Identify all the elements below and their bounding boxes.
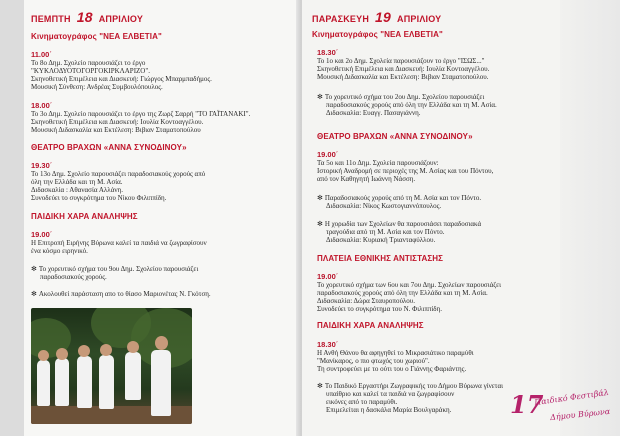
event-line: Μουσική Διδασκαλία και Εκτέλεση: Βιβιαν Σταματοπούλου — [31, 126, 201, 134]
event-line: Συνοδεύει το συγκρότημα του Ν. Φιλιππίδη. — [317, 305, 442, 313]
event-line: Σκηνοθετική Επιμέλεια και Διασκευή: Ιουλία Κοντοαγγέλου. — [31, 118, 204, 126]
event-line: Μουσική Σύνθεση: Ανδρέας Συμβουλόπουλος. — [31, 83, 163, 91]
signature-line: Παιδικό Φεστιβάλ — [533, 387, 610, 408]
event-time: 19.00΄ — [317, 272, 339, 281]
event-line: Η Ανθή Θάνου θα αφηγηθεί το Μικρασιάτικο παραμύθι — [317, 349, 474, 357]
event-line: Το 3ο Δημ. Σχολείο παρουσιάζει το έργο της Ζωρζ Σαρρή "ΤΟ ΓΑΪΤΑΝΑΚΙ". — [31, 110, 251, 118]
event-line: Το 1ο και 2ο Δημ. Σχολεία παρουσιάζουν το έργο "ΙΣΩΣ..." — [317, 57, 485, 65]
event-time: 18.00΄ — [31, 101, 53, 110]
event-block — [317, 150, 493, 183]
signature-line: Δήμου Βύρωνα — [549, 406, 611, 423]
month-label: ΑΠΡΙΛΙΟΥ — [397, 14, 442, 24]
venue-heading: Κινηματογράφος "ΝΕΑ ΕΛΒΕΤΙΑ" — [312, 30, 443, 39]
venue-heading: Κινηματογράφος "ΝΕΑ ΕΛΒΕΤΙΑ" — [31, 32, 162, 41]
event-line: Μουσική Διδασκαλία και Εκτέλεση: Βιβιαν Σταματοπούλου. — [317, 73, 489, 81]
event-line: Συνοδεύει το συγκρότημα του Νίκου Φιλιππίδη. — [31, 194, 167, 202]
bullet-item: ✻ Το χορευτικό σχήμα του 9ου Δημ. Σχολείου παρουσιάζει παραδοσιακούς χορούς. — [31, 265, 199, 281]
event-line: Τη συντροφεύει με το ούτι του ο Γιάννης Φαριάντης. — [317, 365, 467, 373]
event-block — [31, 161, 205, 202]
venue-heading: ΘΕΑΤΡΟ ΒΡΑΧΩΝ «ΑΝΝΑ ΣΥΝΟΔΙΝΟΥ» — [31, 143, 187, 152]
event-line: Το 8ο Δημ. Σχολείο παρουσιάζει το έργο — [31, 59, 146, 67]
event-block — [317, 48, 489, 81]
day-number: 19 — [375, 9, 392, 25]
event-time: 18.30΄ — [317, 340, 339, 349]
month-label: ΑΠΡΙΛΙΟΥ — [98, 14, 144, 24]
asterisk-icon: ✻ — [317, 194, 323, 202]
page-edge — [0, 0, 24, 436]
festival-signature — [510, 387, 611, 430]
event-time: 11.00΄ — [31, 50, 52, 59]
event-block — [31, 101, 250, 134]
event-line: "Μανίκαρος, ο πιο φτωχός του χωριού". — [317, 357, 430, 365]
day-heading-thursday — [31, 9, 143, 27]
left-page — [0, 0, 300, 436]
asterisk-icon: ✻ — [317, 220, 323, 228]
venue-heading: ΠΑΙΔΙΚΗ ΧΑΡΑ ΑΝΑΛΗΨΗΣ — [317, 321, 424, 330]
event-line: όλη την Ελλάδα και τη Μ. Ασία. — [31, 178, 123, 186]
asterisk-icon: ✻ — [317, 93, 323, 101]
venue-heading: ΠΑΙΔΙΚΗ ΧΑΡΑ ΑΝΑΛΗΨΗΣ — [31, 212, 138, 221]
event-line: παραδοσιακούς χορούς από όλη την Ελλάδα και τη Μ. Ασία. — [317, 289, 488, 297]
event-line: Το χορευτικό σχήμα των 6ου και 7ου Δημ. Σχολείων παρουσιάζει — [317, 281, 501, 289]
event-line: Τα 5ο και 11ο Δημ. Σχολεία παρουσιάζουν: — [317, 159, 439, 167]
event-time: 18.30΄ — [317, 48, 339, 57]
children-performance-photo — [31, 308, 192, 424]
event-line: Η Επιτροπή Ειρήνης Βύρωνα καλεί τα παιδιά να ζωγραφίσουν — [31, 239, 207, 247]
day-label: ΠΕΜΠΤΗ — [31, 14, 71, 24]
event-line: ένα κόσμο ειρηνικό. — [31, 247, 88, 255]
event-line: Σκηνοθετική Επιμέλεια και Διασκευή: Γιώργος Μπαρμπαδήμος. — [31, 75, 212, 83]
right-page — [302, 0, 620, 436]
signature-number: 17 — [510, 390, 544, 419]
event-line: Ιστορική Αναδρομή σε περιοχές της Μ. Ασίας και του Πόντου, — [317, 167, 494, 175]
event-time: 19.30΄ — [31, 161, 53, 170]
bullet-item: ✻ Η χορωδία των Σχολείων θα παρουσιάσει παραδοσιακά τραγούδια από τη Μ. Ασία και τον Πόντο. Διδασκαλία: Κυριακή Τριανταφύλλου. — [317, 220, 482, 244]
asterisk-icon: ✻ — [31, 290, 37, 298]
venue-heading: ΘΕΑΤΡΟ ΒΡΑΧΩΝ «ΑΝΝΑ ΣΥΝΟΔΙΝΟΥ» — [317, 132, 473, 141]
event-block — [31, 50, 212, 91]
asterisk-icon: ✻ — [31, 265, 37, 273]
bullet-item: ✻ Ακολουθεί παράσταση απο το θίασο Μαριονέτας Ν. Γκότση. — [31, 290, 211, 298]
event-block — [317, 340, 474, 373]
bullet-item: ✻ Παραδοσιακούς χορούς από τη Μ. Ασία και τον Πόντο. Διδασκαλία: Νίκος Κωστογιαννόπουλος. — [317, 194, 482, 210]
event-line: "ΚΥΚΛΟΔΥΟΤΟΓΟΡΓΟΚΙΡΚΛΑΡΙΖΟ". — [31, 67, 150, 75]
page-edge — [560, 0, 620, 436]
asterisk-icon: ✻ — [317, 382, 323, 390]
event-line: Διδασκαλία : Αθανασία Αλλάνη. — [31, 186, 123, 194]
event-time: 19.00΄ — [31, 230, 53, 239]
event-line: Διδασκαλία: Δώρα Σταυροπούλου. — [317, 297, 416, 305]
event-block — [31, 230, 207, 255]
bullet-item: ✻ Το χορευτικό σχήμα του 2ου Δημ. Σχολείου παρουσιάζει παραδοσιακούς χορούς από όλη την Ελλάδα και τη Μ. Ασία. Διδασκαλία: Ευαγγ. Πασαγιάννη. — [317, 93, 497, 117]
bullet-item: ✻ Το Παιδικό Εργαστήρι Ζωγραφικής του Δήμου Βύρωνα γίνεται υπαίθριο και καλεί τα παιδιά να ζωγραφίσουν εικόνες από το παραμύθι. Επιμελείται η δασκάλα Μαρία Βουλγαράκη. — [317, 382, 504, 414]
event-line: Το 13ο Δημ. Σχολείο παρουσιάζει παραδοσιακούς χορούς από — [31, 170, 206, 178]
day-label: ΠΑΡΑΣΚΕΥΗ — [312, 14, 370, 24]
day-number: 18 — [76, 9, 93, 25]
event-line: από τον Καθηγητή Ιωάννη Νάσση. — [317, 175, 416, 183]
event-block — [317, 272, 501, 313]
event-time: 19.00΄ — [317, 150, 339, 159]
venue-heading: ΠΛΑΤΕΙΑ ΕΘΝΙΚΗΣ ΑΝΤΙΣΤΑΣΗΣ — [317, 254, 444, 263]
day-heading-friday — [312, 9, 441, 27]
event-line: Σκηνοθετική Επιμέλεια και Διασκευή: Ιουλία Κοντοαγγέλου. — [317, 65, 490, 73]
